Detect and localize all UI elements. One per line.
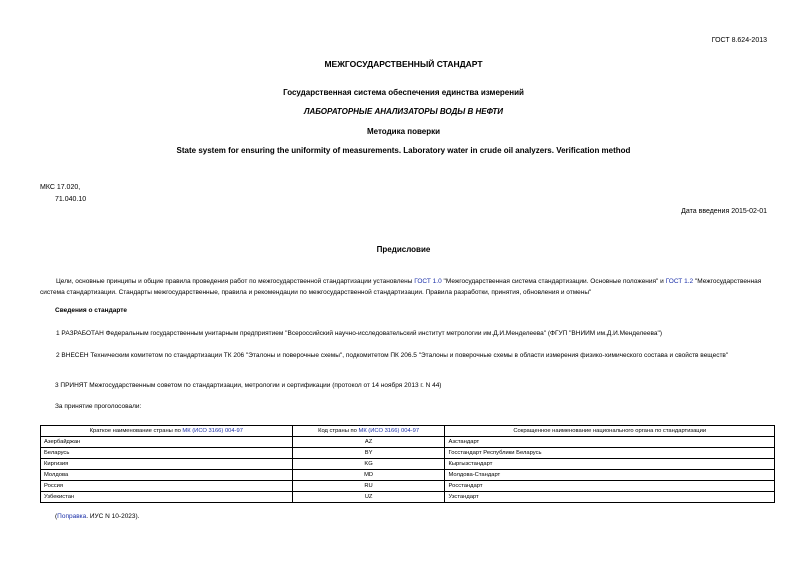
amendment-link[interactable]: Поправка	[57, 513, 87, 520]
header-text: Код страны по	[318, 428, 359, 434]
mks-code-1: МКС 17.020,	[40, 184, 81, 191]
code-cell: RU	[292, 481, 445, 492]
country-cell: Киргизия	[41, 459, 293, 470]
developed-by-paragraph: 1 РАЗРАБОТАН Федеральным государственным унитарным предприятием "Всероссийский научно-исследовательский институт метрологии им.Д.И.Менделеева" (ФГУП "ВНИИМ им.Д.И.Менделеева")	[56, 330, 662, 337]
english-title: State system for ensuring the uniformity of measurements. Laboratory water in crude oil analyzers. Verification method	[176, 146, 631, 155]
gost-1-2-link[interactable]: ГОСТ 1.2	[665, 278, 694, 285]
country-code-header	[292, 426, 445, 437]
code-cell: MD	[292, 470, 445, 481]
voting-countries-table	[40, 425, 775, 503]
code-cell: BY	[292, 448, 445, 459]
paragraph-text: Цели, основные принципы и общие правила проведения работ по межгосударственной стандартизации установлены	[56, 278, 415, 285]
preface-paragraph	[40, 276, 775, 298]
table-row	[41, 459, 775, 470]
document-name: ЛАБОРАТОРНЫЕ АНАЛИЗАТОРЫ ВОДЫ В НЕФТИ	[303, 107, 504, 116]
paragraph-text: "Межгосударственная система стандартизации. Стандарты межгосударственные, правила и рекомендации по межгосударственной стандартизации. Правила разработки, принятия, обновления и отмены"	[40, 278, 762, 296]
system-subtitle: Государственная система обеспечения единства измерений	[283, 88, 524, 97]
amendment-paren: (	[55, 513, 58, 520]
country-cell: Азербайджан	[41, 437, 293, 448]
body-cell: Молдова-Стандарт	[445, 470, 775, 481]
table-row	[41, 437, 775, 448]
mks-code-2: 71.040.10	[55, 196, 87, 203]
amendment-text: . ИУС N 10-2023).	[86, 513, 140, 520]
adopted-by-paragraph: 3 ПРИНЯТ Межгосударственным советом по стандартизации, метрологии и сертификации (протокол от 14 ноября 2013 г. N 44)	[55, 382, 442, 389]
country-cell: Россия	[41, 481, 293, 492]
document-code: ГОСТ 8.624-2013	[711, 37, 767, 44]
header-text: Краткое наименование страны по	[89, 428, 183, 434]
table-row	[41, 448, 775, 459]
body-cell: Госстандарт Республики Беларусь	[445, 448, 775, 459]
body-cell: Кыргызстандарт	[445, 459, 775, 470]
table-row	[41, 481, 775, 492]
method-title: Методика поверки	[366, 127, 441, 136]
paragraph-text: "Межгосударственная система стандартизации. Основные положения" и	[441, 278, 666, 285]
gost-1-0-link[interactable]: ГОСТ 1.0	[414, 278, 442, 285]
country-cell: Узбекистан	[41, 492, 293, 503]
country-cell: Беларусь	[41, 448, 293, 459]
standard-info-heading: Сведения о стандарте	[55, 307, 128, 314]
national-body-header: Сокращенное наименование национального органа по стандартизации	[445, 426, 775, 437]
code-cell: AZ	[292, 437, 445, 448]
body-cell: Росстандарт	[445, 481, 775, 492]
table-row	[41, 492, 775, 503]
amendment-note	[55, 513, 140, 520]
mk-iso-3166-link[interactable]: МК (ИСО 3166) 004-97	[358, 428, 420, 434]
preface-heading: Предисловие	[376, 245, 431, 254]
body-cell: Узстандарт	[445, 492, 775, 503]
body-cell: Азстандарт	[445, 437, 775, 448]
introduction-date: Дата введения 2015-02-01	[681, 208, 767, 215]
country-cell: Молдова	[41, 470, 293, 481]
code-cell: KG	[292, 459, 445, 470]
code-cell: UZ	[292, 492, 445, 503]
country-name-header	[41, 426, 293, 437]
mk-iso-3166-link[interactable]: МК (ИСО 3166) 004-97	[182, 428, 244, 434]
voted-for-paragraph: За принятие проголосовали:	[55, 403, 142, 410]
table-header-row	[41, 426, 775, 437]
standard-type-title: МЕЖГОСУДАРСТВЕННЫЙ СТАНДАРТ	[324, 59, 483, 69]
introduced-by-paragraph: 2 ВНЕСЕН Техническим комитетом по стандартизации ТК 206 "Эталоны и поверочные схемы", подкомитетом ПК 206.5 "Эталоны и поверочные схемы в области измерения физико-химического состава и свойств веществ"	[56, 352, 729, 359]
table-row	[41, 470, 775, 481]
